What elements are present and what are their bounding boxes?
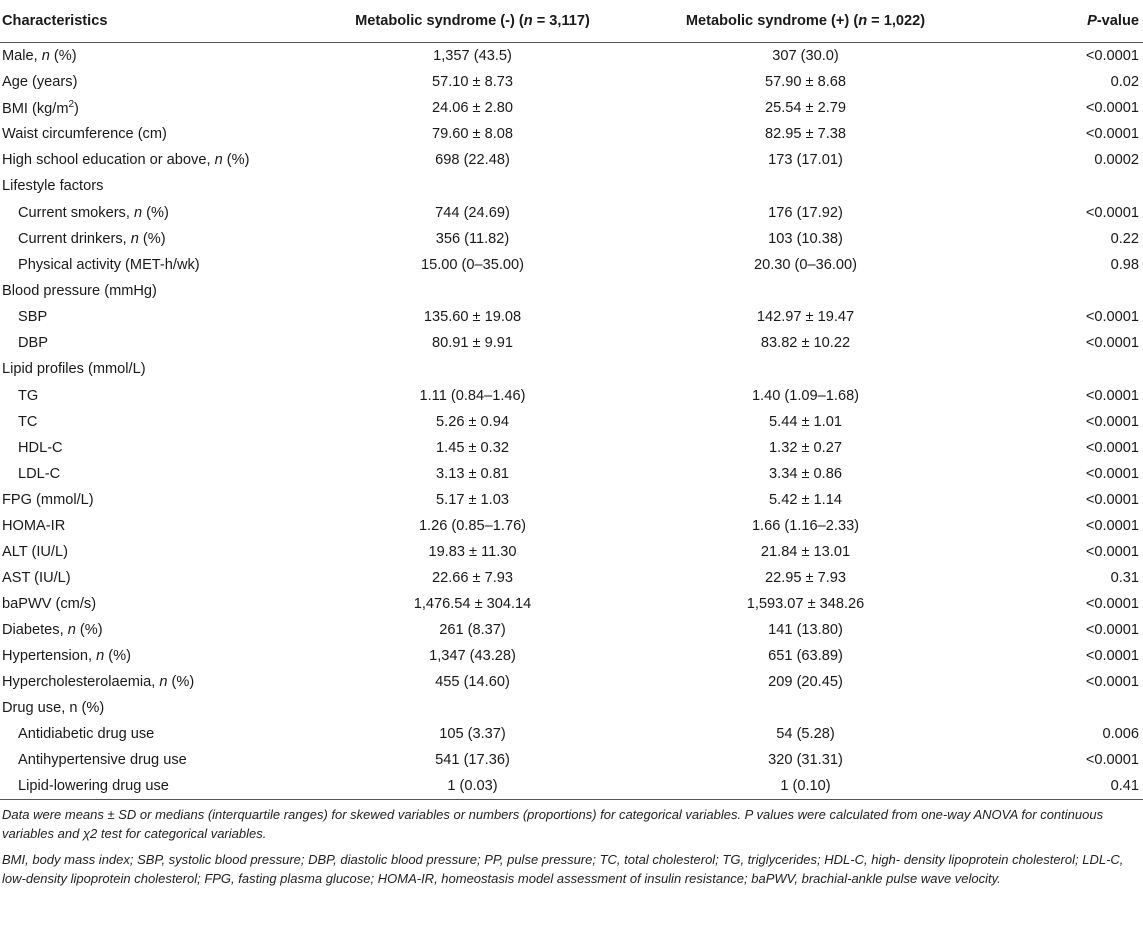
header-mets-positive: Metabolic syndrome (+) (n = 1,022) xyxy=(623,0,988,43)
cell-mets-positive: 1 (0.10) xyxy=(623,773,988,800)
row-label: Diabetes, n (%) xyxy=(2,621,103,638)
cell-mets-negative: 15.00 (0–35.00) xyxy=(420,256,525,273)
table-row xyxy=(0,330,1143,356)
header-characteristics: Characteristics xyxy=(0,0,322,43)
cell-mets-negative: 19.83 ± 11.30 xyxy=(428,543,517,560)
cell-mets-negative xyxy=(322,356,623,383)
cell-p-value: <0.0001 xyxy=(1085,673,1139,690)
table-row xyxy=(0,487,1143,513)
row-label: Age (years) xyxy=(2,74,78,90)
cell-mets-positive: 21.84 ± 13.01 xyxy=(760,543,851,560)
cell-mets-negative: 24.06 ± 2.80 xyxy=(431,100,514,116)
row-label: DBP xyxy=(18,335,49,351)
table-row xyxy=(0,147,1143,173)
cell-p-value: <0.0001 xyxy=(1085,100,1139,116)
cell-mets-negative: 1,476.54 ± 304.14 xyxy=(413,595,532,612)
cell-mets-positive: 1,593.07 ± 348.26 xyxy=(746,595,865,612)
cell-mets-negative: 80.91 ± 9.91 xyxy=(431,335,514,351)
cell-mets-positive: 83.82 ± 10.22 xyxy=(760,335,851,351)
cell-mets-negative: 1,357 (43.5) xyxy=(433,48,512,64)
cell-mets-negative: 22.66 ± 7.93 xyxy=(431,569,514,586)
cell-mets-negative: 5.26 ± 0.94 xyxy=(436,413,509,430)
cell-mets-positive: 57.90 ± 8.68 xyxy=(764,74,847,90)
cell-mets-negative: 356 (11.82) xyxy=(435,230,510,247)
cell-mets-negative: 57.10 ± 8.73 xyxy=(431,74,514,90)
table-row xyxy=(0,565,1143,591)
table-row xyxy=(0,591,1143,617)
table-row xyxy=(0,617,1143,643)
table-group-row xyxy=(0,695,1143,722)
cell-p-value: 0.98 xyxy=(1110,256,1139,273)
cell-mets-negative: 5.17 ± 1.03 xyxy=(436,491,509,508)
table-row xyxy=(0,43,1143,70)
cell-mets-positive: 141 (13.80) xyxy=(768,621,843,638)
row-label: FPG (mmol/L) xyxy=(2,491,94,508)
row-label: ALT (IU/L) xyxy=(2,543,68,560)
row-label: Current drinkers, n (%) xyxy=(18,230,166,247)
cell-mets-positive xyxy=(623,278,988,305)
cell-mets-positive: 142.97 ± 19.47 xyxy=(756,309,855,325)
footnote-statistics: Data were means ± SD or medians (interquartile ranges) for skewed variables or numbers (proportions) for categorical variables. P values were calculated from one-way ANOVA for continuous variables and χ2 test for categorical variables. xyxy=(2,807,1104,841)
cell-p-value: 0.02 xyxy=(1110,74,1139,90)
row-label: LDL-C xyxy=(18,465,61,482)
cell-mets-positive: 173 (17.01) xyxy=(768,152,843,168)
cell-mets-positive: 651 (63.89) xyxy=(768,647,843,664)
cell-mets-negative: 79.60 ± 8.08 xyxy=(431,126,514,142)
cell-p-value: 0.006 xyxy=(1102,726,1139,742)
cell-mets-negative: 1.26 (0.85–1.76) xyxy=(418,517,527,534)
row-label: Waist circumference (cm) xyxy=(2,126,167,142)
row-label: Antidiabetic drug use xyxy=(18,726,155,742)
cell-p-value: <0.0001 xyxy=(1085,621,1139,638)
cell-mets-negative: 3.13 ± 0.81 xyxy=(436,465,509,482)
cell-p-value: <0.0001 xyxy=(1085,204,1139,221)
cell-mets-positive: 25.54 ± 2.79 xyxy=(764,100,847,116)
cell-p-value: <0.0001 xyxy=(1085,439,1139,456)
table-row xyxy=(0,409,1143,435)
cell-mets-positive: 307 (30.0) xyxy=(772,48,839,64)
cell-mets-negative: 1,347 (43.28) xyxy=(429,647,516,664)
cell-mets-positive: 54 (5.28) xyxy=(776,726,835,742)
row-label: BMI $(kg/m^2)$ xyxy=(2,99,79,117)
row-label: HOMA-IR xyxy=(2,517,66,534)
cell-mets-positive: 1.32 ± 0.27 xyxy=(769,439,842,456)
cell-mets-negative: 698 (22.48) xyxy=(435,152,510,168)
cell-p-value: <0.0001 xyxy=(1085,465,1139,482)
row-label: baPWV (cm/s) xyxy=(2,595,97,612)
cell-mets-positive: 20.30 (0–36.00) xyxy=(753,256,858,273)
cell-mets-negative: 105 (3.37) xyxy=(439,726,506,742)
table-row xyxy=(0,669,1143,695)
cell-mets-positive: 209 (20.45) xyxy=(768,673,843,690)
cell-mets-negative: 261 (8.37) xyxy=(439,621,506,638)
cell-mets-negative: 1 (0.03) xyxy=(322,773,623,800)
cell-mets-negative: 455 (14.60) xyxy=(435,673,510,690)
table-row xyxy=(0,69,1143,95)
row-label: TG xyxy=(18,387,39,404)
cell-mets-negative: 1.11 (0.84–1.46) xyxy=(419,387,526,404)
cell-p-value xyxy=(988,278,1143,305)
cell-p-value: 0.31 xyxy=(1110,569,1139,586)
row-label: Blood pressure (mmHg) xyxy=(2,282,157,299)
table-row xyxy=(0,383,1143,409)
table-footnotes xyxy=(0,800,1143,888)
cell-mets-negative: 135.60 ± 19.08 xyxy=(423,309,522,325)
cell-mets-negative xyxy=(322,278,623,305)
cell-p-value: <0.0001 xyxy=(1085,387,1139,404)
cell-p-value: 0.41 xyxy=(988,773,1143,800)
row-label: Hypertension, n (%) xyxy=(2,647,131,664)
row-label: Physical activity (MET-h/wk) xyxy=(18,256,200,273)
header-p-value: P-value xyxy=(988,0,1143,43)
table-row xyxy=(0,226,1143,252)
cell-mets-positive xyxy=(623,173,988,200)
cell-mets-negative: 744 (24.69) xyxy=(435,204,510,221)
cell-p-value: <0.0001 xyxy=(1085,413,1139,430)
cell-p-value: <0.0001 xyxy=(1085,309,1139,325)
row-label: Lipid-lowering drug use xyxy=(0,773,322,800)
table-row xyxy=(0,539,1143,565)
cell-mets-positive xyxy=(623,356,988,383)
row-label: AST (IU/L) xyxy=(2,569,71,586)
header-mets-negative: Metabolic syndrome (-) (n = 3,117) xyxy=(322,0,623,43)
row-label: HDL-C xyxy=(18,439,63,456)
cell-mets-positive: 5.44 ± 1.01 xyxy=(769,413,842,430)
table-row xyxy=(0,773,1143,800)
table-row xyxy=(0,435,1143,461)
row-label: Lifestyle factors xyxy=(2,178,104,195)
table-row xyxy=(0,252,1143,278)
footnote-abbreviations: BMI, body mass index; SBP, systolic blood pressure; DBP, diastolic blood pressure; PP, pulse pressure; TC, total cholesterol; TG, triglycerides; HDL-C, high- density lipoprotein cholesterol; LDL-C, low-density lipoprotein cholesterol; FPG, fasting plasma glucose; HOMA-IR, homeostasis model assessment of insulin resistance; baPWV, brachial-ankle pulse wave velocity. xyxy=(2,852,1124,886)
table-row xyxy=(0,121,1143,147)
cell-mets-positive xyxy=(623,695,988,722)
table-header-row xyxy=(0,0,1143,43)
table-group-row xyxy=(0,356,1143,383)
row-label: TC xyxy=(18,413,38,430)
table-group-row xyxy=(0,278,1143,305)
table-row xyxy=(0,200,1143,226)
cell-p-value: <0.0001 xyxy=(1085,48,1139,64)
table-row xyxy=(0,304,1143,330)
row-label: Lipid profiles (mmol/L) xyxy=(2,361,146,378)
table-row xyxy=(0,461,1143,487)
row-label: Hypercholesterolaemia, n (%) xyxy=(2,673,195,690)
row-label: High school education or above, n (%) xyxy=(2,152,250,168)
cell-p-value: <0.0001 xyxy=(1085,126,1139,142)
cell-p-value: <0.0001 xyxy=(1085,543,1139,560)
cell-mets-positive: 82.95 ± 7.38 xyxy=(764,126,847,142)
cell-mets-positive: 176 (17.92) xyxy=(768,204,843,221)
row-label: Drug use, n (%) xyxy=(2,699,105,716)
cell-p-value: <0.0001 xyxy=(1085,517,1139,534)
cell-mets-negative xyxy=(322,695,623,722)
cell-mets-positive: 1.40 (1.09–1.68) xyxy=(751,387,860,404)
row-label: Male, n (%) xyxy=(2,48,77,64)
table-group-row xyxy=(0,173,1143,200)
row-label: Current smokers, n (%) xyxy=(18,204,169,221)
cell-p-value xyxy=(988,695,1143,722)
cell-p-value: <0.0001 xyxy=(1085,752,1139,768)
table-row xyxy=(0,747,1143,773)
table-body xyxy=(0,43,1143,800)
table-row xyxy=(0,721,1143,747)
cell-p-value: <0.0001 xyxy=(1085,335,1139,351)
cell-mets-negative: 541 (17.36) xyxy=(435,752,510,768)
cell-mets-positive: 3.34 ± 0.86 xyxy=(769,465,842,482)
table-row xyxy=(0,513,1143,539)
table-row xyxy=(0,643,1143,669)
cell-mets-positive: 5.42 ± 1.14 xyxy=(769,491,842,508)
cell-p-value xyxy=(988,356,1143,383)
cell-mets-positive: 1.66 (1.16–2.33) xyxy=(751,517,860,534)
cell-mets-negative: 1.45 ± 0.32 xyxy=(436,439,509,456)
cell-mets-positive: 320 (31.31) xyxy=(768,752,843,768)
row-label: SBP xyxy=(18,309,48,325)
cell-p-value: 0.0002 xyxy=(1094,152,1139,168)
cell-p-value: <0.0001 xyxy=(1085,647,1139,664)
row-label: Antihypertensive drug use xyxy=(18,752,187,768)
cell-p-value: 0.22 xyxy=(1110,230,1139,247)
cell-mets-positive: 22.95 ± 7.93 xyxy=(764,569,847,586)
cell-mets-negative xyxy=(322,173,623,200)
cell-p-value: <0.0001 xyxy=(1085,491,1139,508)
table-row xyxy=(0,95,1143,121)
cell-p-value: <0.0001 xyxy=(1085,595,1139,612)
cell-mets-positive: 103 (10.38) xyxy=(768,230,843,247)
cell-p-value xyxy=(988,173,1143,200)
